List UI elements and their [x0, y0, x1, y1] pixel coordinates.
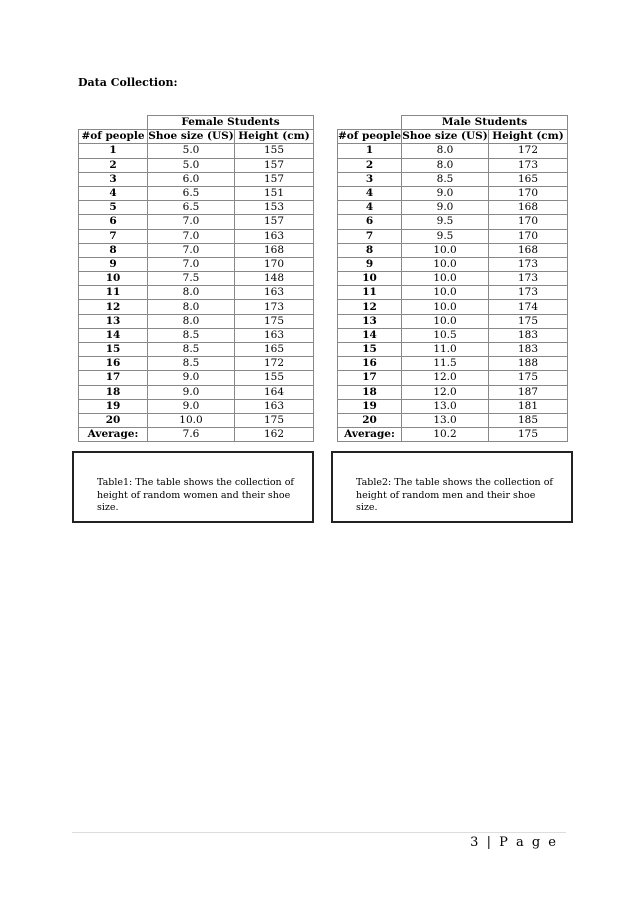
height-cell: 155	[235, 371, 314, 385]
table-row	[79, 215, 314, 229]
person-number: 14	[338, 328, 402, 342]
height-cell: 174	[489, 300, 568, 314]
shoe-size-cell: 13.0	[402, 413, 489, 427]
average-value: 7.6	[148, 428, 235, 442]
table-row	[338, 314, 568, 328]
person-number: 19	[79, 399, 148, 413]
average-value: 175	[489, 428, 568, 442]
height-cell: 170	[235, 257, 314, 271]
shoe-size-cell: 12.0	[402, 385, 489, 399]
shoe-size-cell: 10.0	[402, 314, 489, 328]
person-number: 1	[338, 144, 402, 158]
table-header-row	[79, 130, 314, 144]
person-number: 12	[79, 300, 148, 314]
shoe-size-cell: 5.0	[148, 158, 235, 172]
height-cell: 173	[489, 257, 568, 271]
person-number: 12	[338, 300, 402, 314]
shoe-size-cell: 8.5	[148, 343, 235, 357]
person-number: 16	[338, 357, 402, 371]
person-number: 18	[79, 385, 148, 399]
shoe-size-cell: 13.0	[402, 399, 489, 413]
table-row	[338, 328, 568, 342]
shoe-size-cell: 9.5	[402, 229, 489, 243]
table-row	[338, 413, 568, 427]
height-cell: 168	[235, 243, 314, 257]
average-label: Average:	[79, 428, 148, 442]
height-cell: 165	[489, 172, 568, 186]
height-cell: 148	[235, 272, 314, 286]
height-cell: 175	[235, 413, 314, 427]
shoe-size-cell: 5.0	[148, 144, 235, 158]
shoe-size-cell: 7.0	[148, 243, 235, 257]
table-row	[338, 257, 568, 271]
male-table-body	[338, 116, 568, 442]
table-row	[79, 300, 314, 314]
shoe-size-cell: 7.0	[148, 229, 235, 243]
table-header-row	[338, 130, 568, 144]
shoe-size-cell: 9.0	[148, 385, 235, 399]
person-number: 6	[79, 215, 148, 229]
shoe-size-cell: 8.5	[402, 172, 489, 186]
table-row	[338, 272, 568, 286]
person-number: 17	[79, 371, 148, 385]
table-row	[79, 399, 314, 413]
shoe-size-cell: 11.5	[402, 357, 489, 371]
height-cell: 163	[235, 286, 314, 300]
shoe-size-cell: 8.5	[148, 357, 235, 371]
table-row	[338, 371, 568, 385]
height-cell: 172	[489, 144, 568, 158]
shoe-size-cell: 11.0	[402, 343, 489, 357]
height-cell: 170	[489, 229, 568, 243]
shoe-size-cell: 9.5	[402, 215, 489, 229]
shoe-size-cell: 8.5	[148, 328, 235, 342]
table2-caption-box	[331, 451, 573, 523]
height-cell: 163	[235, 399, 314, 413]
person-number: 17	[338, 371, 402, 385]
shoe-size-cell: 10.0	[402, 243, 489, 257]
table-row	[79, 371, 314, 385]
table-row	[79, 186, 314, 200]
table-row	[79, 158, 314, 172]
table-row	[79, 328, 314, 342]
column-header: #of people	[79, 130, 148, 144]
average-label: Average:	[338, 428, 402, 442]
male-students-table	[337, 115, 568, 442]
height-cell: 153	[235, 201, 314, 215]
shoe-size-cell: 9.0	[148, 371, 235, 385]
height-cell: 173	[489, 158, 568, 172]
shoe-size-cell: 6.5	[148, 201, 235, 215]
shoe-size-cell: 10.0	[148, 413, 235, 427]
shoe-size-cell: 7.0	[148, 257, 235, 271]
table-row	[79, 343, 314, 357]
height-cell: 164	[235, 385, 314, 399]
table-row	[79, 314, 314, 328]
shoe-size-cell: 8.0	[148, 300, 235, 314]
height-cell: 165	[235, 343, 314, 357]
height-cell: 170	[489, 215, 568, 229]
person-number: 11	[338, 286, 402, 300]
shoe-size-cell: 8.0	[402, 158, 489, 172]
height-cell: 175	[489, 314, 568, 328]
column-header: #of people	[338, 130, 402, 143]
shoe-size-cell: 9.0	[402, 201, 489, 215]
person-number: 8	[338, 243, 402, 257]
person-number: 16	[79, 357, 148, 371]
average-row	[338, 428, 568, 442]
table-title-row	[79, 116, 314, 130]
person-number: 5	[79, 201, 148, 215]
person-number: 4	[79, 186, 148, 200]
table-row	[338, 357, 568, 371]
female-table-body	[79, 116, 314, 442]
table-row	[338, 201, 568, 215]
height-cell: 173	[489, 286, 568, 300]
shoe-size-cell: 10.0	[402, 272, 489, 286]
height-cell: 185	[489, 413, 568, 427]
table-row	[338, 300, 568, 314]
table-row	[338, 343, 568, 357]
table-row	[79, 385, 314, 399]
height-cell: 157	[235, 215, 314, 229]
person-number: 7	[79, 229, 148, 243]
table-row	[338, 158, 568, 172]
height-cell: 188	[489, 357, 568, 371]
person-number: 4	[338, 201, 402, 215]
table2-caption: Table2: The table shows the collection of height of random men and their shoe size.	[356, 477, 553, 513]
column-header: Height (cm)	[489, 130, 568, 144]
person-number: 3	[79, 172, 148, 186]
shoe-size-cell: 7.5	[148, 272, 235, 286]
shoe-size-cell: 10.5	[402, 328, 489, 342]
shoe-size-cell: 6.5	[148, 186, 235, 200]
average-value: 162	[235, 428, 314, 442]
column-header: Shoe size (US)	[148, 130, 234, 143]
table-row	[338, 186, 568, 200]
person-number: 6	[338, 215, 402, 229]
table-row	[79, 413, 314, 427]
person-number: 15	[338, 343, 402, 357]
height-cell: 181	[489, 399, 568, 413]
table-row	[79, 144, 314, 158]
person-number: 10	[79, 272, 148, 286]
person-number: 3	[338, 172, 402, 186]
table-row	[79, 243, 314, 257]
shoe-size-cell: 8.0	[148, 286, 235, 300]
height-cell: 155	[235, 144, 314, 158]
person-number: 13	[338, 314, 402, 328]
person-number: 9	[338, 257, 402, 271]
shoe-size-cell: 8.0	[402, 144, 489, 158]
person-number: 15	[79, 343, 148, 357]
table-row	[79, 201, 314, 215]
height-cell: 168	[489, 201, 568, 215]
height-cell: 157	[235, 172, 314, 186]
person-number: 20	[79, 413, 148, 427]
person-number: 18	[338, 385, 402, 399]
table-row	[79, 286, 314, 300]
table-title-row	[338, 116, 568, 130]
height-cell: 175	[235, 314, 314, 328]
height-cell: 163	[235, 229, 314, 243]
page-number: 3 | P a g e	[470, 835, 558, 850]
female-students-table	[78, 115, 314, 442]
person-number: 20	[338, 413, 402, 427]
person-number: 10	[338, 272, 402, 286]
height-cell: 163	[235, 328, 314, 342]
shoe-size-cell: 9.0	[402, 186, 489, 200]
person-number: 11	[79, 286, 148, 300]
person-number: 9	[79, 257, 148, 271]
shoe-size-cell: 8.0	[148, 314, 235, 328]
person-number: 1	[79, 144, 148, 158]
shoe-size-cell: 9.0	[148, 399, 235, 413]
shoe-size-cell: 12.0	[402, 371, 489, 385]
shoe-size-cell: 6.0	[148, 172, 235, 186]
footer-divider	[72, 832, 566, 833]
table-title: Male Students	[402, 116, 568, 130]
height-cell: 173	[489, 272, 568, 286]
average-row	[79, 428, 314, 442]
person-number: 19	[338, 399, 402, 413]
person-number: 2	[338, 158, 402, 172]
table-row	[79, 357, 314, 371]
table-title: Female Students	[148, 116, 314, 130]
shoe-size-cell: 10.0	[402, 300, 489, 314]
table-row	[79, 272, 314, 286]
table-row	[338, 229, 568, 243]
height-cell: 168	[489, 243, 568, 257]
table1-caption: Table1: The table shows the collection of height of random women and their shoe size.	[97, 477, 294, 513]
height-cell: 175	[489, 371, 568, 385]
table-row	[338, 243, 568, 257]
table-title-spacer	[79, 116, 148, 130]
height-cell: 183	[489, 343, 568, 357]
height-cell: 151	[235, 186, 314, 200]
person-number: 4	[338, 186, 402, 200]
height-cell: 183	[489, 328, 568, 342]
table-row	[338, 399, 568, 413]
height-cell: 170	[489, 186, 568, 200]
person-number: 8	[79, 243, 148, 257]
average-value: 10.2	[402, 428, 489, 442]
person-number: 7	[338, 229, 402, 243]
table1-caption-box	[72, 451, 314, 523]
table-row	[338, 144, 568, 158]
section-heading: Data Collection:	[78, 76, 178, 89]
table-row	[79, 172, 314, 186]
table-row	[338, 172, 568, 186]
table-row	[338, 385, 568, 399]
table-row	[338, 215, 568, 229]
table-row	[338, 286, 568, 300]
shoe-size-cell: 7.0	[148, 215, 235, 229]
table-row	[79, 257, 314, 271]
person-number: 13	[79, 314, 148, 328]
column-header: Height (cm)	[235, 130, 314, 144]
table-title-spacer	[338, 116, 402, 130]
table-row	[79, 229, 314, 243]
shoe-size-cell: 10.0	[402, 286, 489, 300]
person-number: 14	[79, 328, 148, 342]
height-cell: 172	[235, 357, 314, 371]
height-cell: 157	[235, 158, 314, 172]
column-header: Shoe size (US)	[402, 130, 488, 143]
height-cell: 173	[235, 300, 314, 314]
shoe-size-cell: 10.0	[402, 257, 489, 271]
height-cell: 187	[489, 385, 568, 399]
person-number: 2	[79, 158, 148, 172]
